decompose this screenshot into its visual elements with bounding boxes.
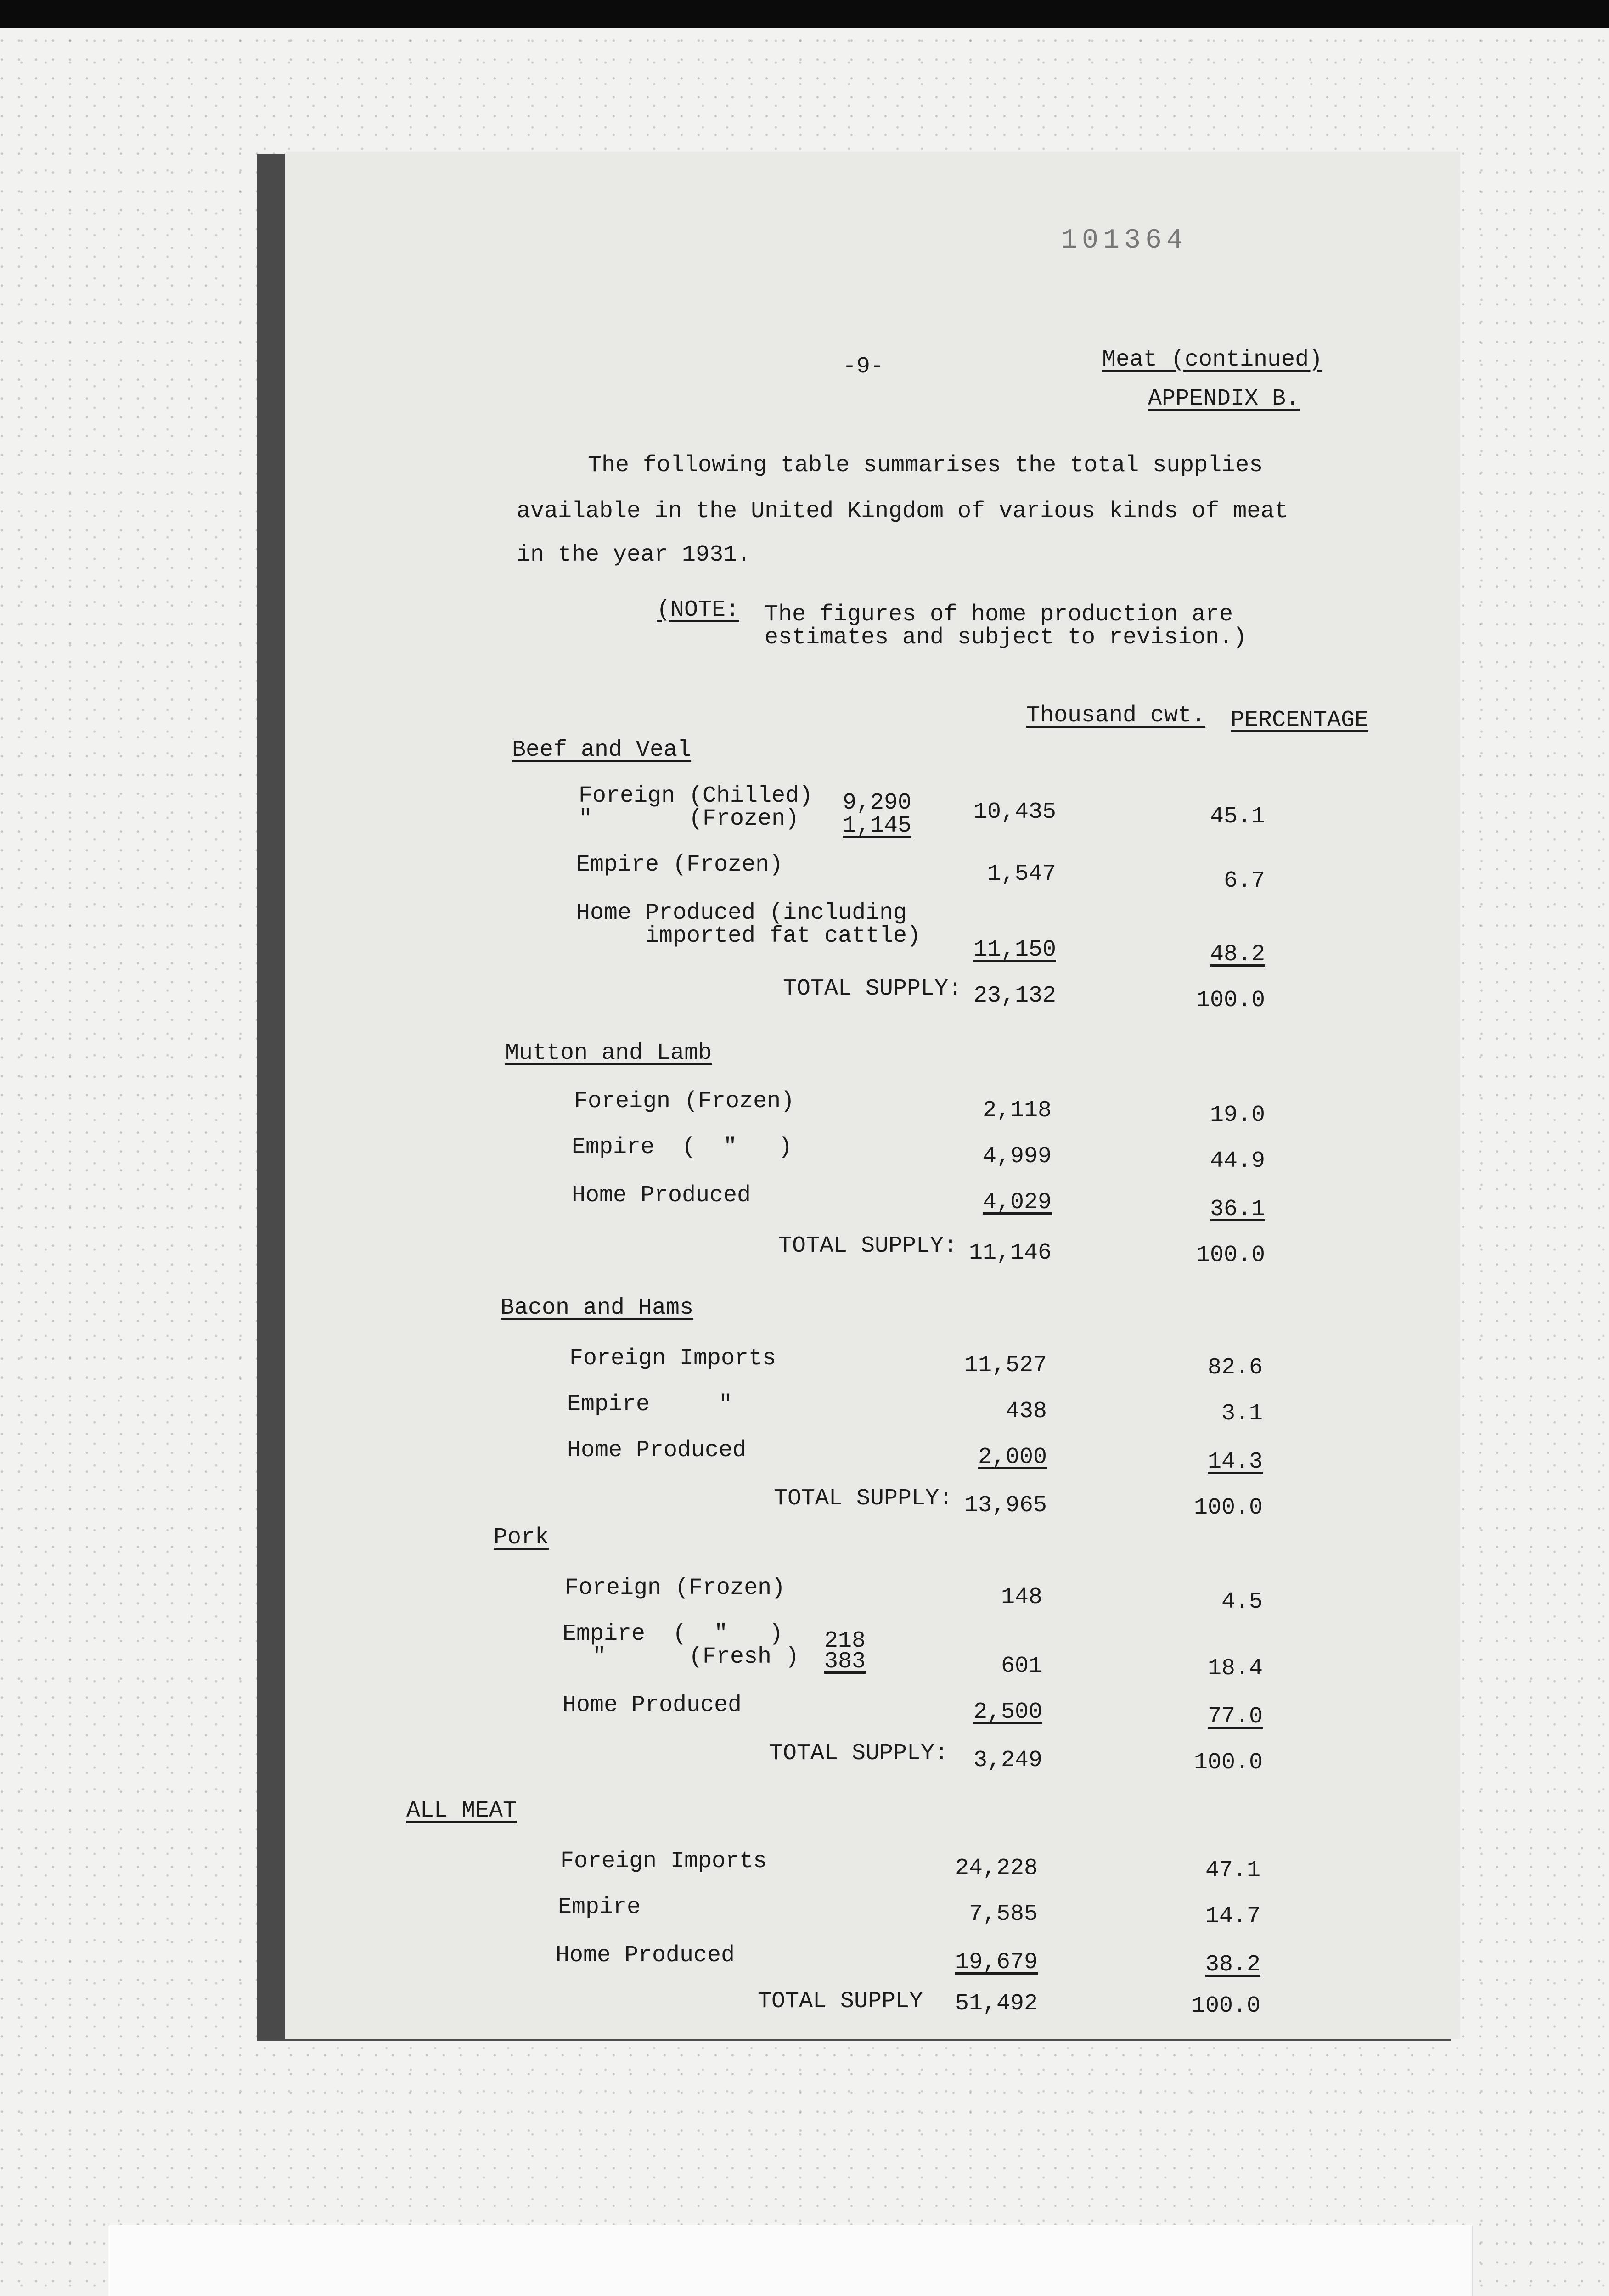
row-label: Home Produced — [572, 1182, 751, 1209]
row-quantity: 438 — [1005, 1398, 1047, 1424]
total-supply-label: TOTAL SUPPLY — [758, 1988, 923, 2015]
total-supply-label: TOTAL SUPPLY: — [774, 1486, 953, 1512]
row-label-continued: " (Frozen) — [579, 806, 799, 832]
intro-line-2: available in the United Kingdom of various kinds of meat — [517, 498, 1288, 524]
intro-line-3: in the year 1931. — [517, 542, 751, 568]
row-label: Foreign (Frozen) — [565, 1575, 786, 1601]
row-quantity: 4,029 — [982, 1189, 1052, 1216]
row-label: Empire ( " ) — [563, 1621, 783, 1647]
total-supply-percentage: 100.0 — [1193, 1750, 1263, 1776]
row-percentage: 38.2 — [1205, 1952, 1260, 1978]
row-percentage: 82.6 — [1207, 1355, 1263, 1381]
row-quantity: 2,500 — [973, 1699, 1042, 1725]
section-title-pork: Pork — [494, 1525, 549, 1551]
row-label: Foreign (Frozen) — [574, 1088, 795, 1114]
total-supply-percentage: 100.0 — [1196, 1242, 1265, 1268]
row-percentage: 47.1 — [1205, 1857, 1260, 1884]
total-supply-quantity: 11,146 — [968, 1240, 1052, 1266]
note-label: (NOTE: — [657, 597, 740, 623]
row-quantity: 24,228 — [955, 1855, 1038, 1881]
total-supply-percentage: 100.0 — [1196, 987, 1265, 1013]
row-percentage: 14.7 — [1205, 1903, 1260, 1930]
section-title-all-meat: ALL MEAT — [406, 1798, 517, 1824]
row-label: Home Produced — [567, 1437, 747, 1463]
column-header-quantity: Thousand cwt. — [1026, 703, 1206, 729]
total-supply-percentage: 100.0 — [1191, 1993, 1260, 2019]
section-title-beef-veal: Beef and Veal — [512, 737, 692, 763]
appendix-heading: APPENDIX B. — [1148, 386, 1300, 412]
total-supply-percentage: 100.0 — [1193, 1495, 1263, 1521]
row-quantity: 4,999 — [982, 1143, 1052, 1170]
row-quantity: 2,118 — [982, 1097, 1052, 1124]
page-number: -9- — [843, 354, 884, 380]
row-label: Foreign Imports — [560, 1848, 767, 1874]
document-page — [285, 152, 1460, 2039]
total-supply-quantity: 13,965 — [964, 1492, 1047, 1519]
row-quantity: 1,547 — [987, 861, 1056, 887]
row-sub-value: 383 — [824, 1649, 866, 1675]
row-quantity: 19,679 — [955, 1949, 1038, 1975]
row-label: Foreign (Chilled) — [579, 783, 813, 809]
page-subject: Meat (continued) — [1102, 347, 1323, 373]
row-quantity: 11,150 — [973, 937, 1056, 963]
column-header-percentage: PERCENTAGE — [1231, 707, 1369, 733]
row-quantity: 148 — [1001, 1584, 1042, 1610]
row-quantity: 10,435 — [973, 799, 1056, 825]
row-label: Foreign Imports — [569, 1345, 776, 1372]
section-title-bacon-hams: Bacon and Hams — [501, 1295, 694, 1321]
row-label: Home Produced — [563, 1692, 742, 1718]
row-label: Empire ( " ) — [572, 1134, 793, 1160]
row-label: Empire — [558, 1894, 641, 1920]
row-label: Home Produced — [556, 1942, 735, 1969]
row-sub-value: 1,145 — [843, 813, 912, 839]
note-line-1: The figures of home production are — [765, 602, 1233, 628]
total-supply-label: TOTAL SUPPLY: — [769, 1740, 949, 1767]
total-supply-label: TOTAL SUPPLY: — [778, 1233, 958, 1259]
archive-stamp-number: 101364 — [1061, 225, 1188, 256]
intro-line-1: The following table summarises the total supplies — [588, 452, 1263, 478]
row-percentage: 3.1 — [1221, 1401, 1263, 1427]
total-supply-quantity: 3,249 — [973, 1747, 1042, 1773]
total-supply-quantity: 51,492 — [955, 1991, 1038, 2017]
row-percentage: 18.4 — [1207, 1655, 1263, 1682]
row-sub-value: 9,290 — [843, 790, 912, 816]
note-line-2: estimates and subject to revision.) — [765, 625, 1247, 651]
row-percentage: 36.1 — [1210, 1196, 1265, 1222]
total-supply-label: TOTAL SUPPLY: — [783, 976, 962, 1002]
total-supply-quantity: 23,132 — [973, 983, 1056, 1009]
row-label: Empire " — [567, 1391, 733, 1418]
row-quantity: 601 — [1001, 1653, 1042, 1679]
row-percentage: 14.3 — [1207, 1449, 1263, 1475]
row-quantity: 2,000 — [978, 1444, 1047, 1470]
row-sub-value: 218 — [824, 1628, 866, 1654]
row-percentage: 45.1 — [1210, 804, 1265, 830]
row-quantity: 11,527 — [964, 1352, 1047, 1379]
row-label-continued: imported fat cattle) — [645, 923, 921, 949]
row-quantity: 7,585 — [968, 1901, 1038, 1927]
row-percentage: 6.7 — [1223, 868, 1265, 894]
row-percentage: 4.5 — [1221, 1589, 1263, 1615]
row-percentage: 77.0 — [1207, 1704, 1263, 1730]
section-title-mutton-lamb: Mutton and Lamb — [505, 1040, 712, 1066]
row-percentage: 44.9 — [1210, 1148, 1265, 1174]
row-percentage: 19.0 — [1210, 1102, 1265, 1128]
row-label: Home Produced (including — [576, 900, 907, 926]
row-label-continued: " (Fresh ) — [592, 1644, 799, 1670]
row-label: Empire (Frozen) — [576, 852, 783, 878]
archive-card — [108, 2225, 1473, 2296]
row-percentage: 48.2 — [1210, 941, 1265, 968]
